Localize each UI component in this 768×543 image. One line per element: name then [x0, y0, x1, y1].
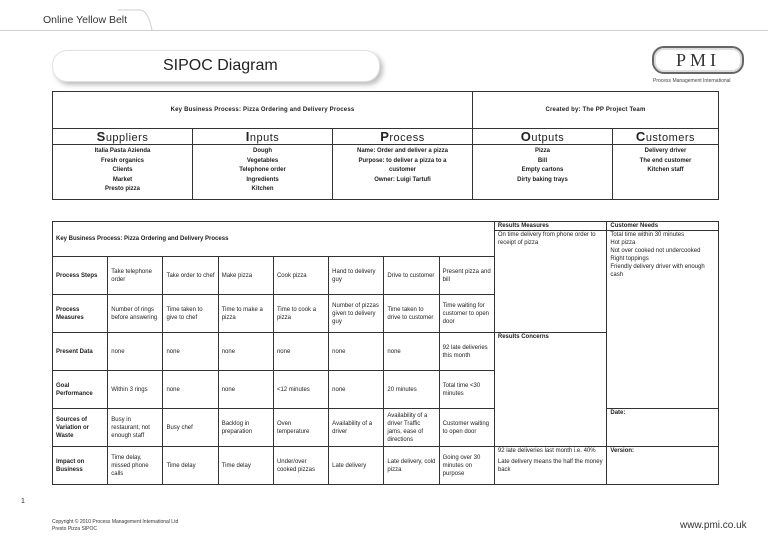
page-number: 1 — [21, 498, 25, 505]
measures-key-process: Key Business Process: Pizza Ordering and Delivery Process — [53, 222, 495, 257]
table-row: Goal Performance Within 3 rings none none <12 minutes none 20 minutes Total time <30 minutes — [53, 371, 719, 409]
table-row: Sources of Variation or Waste Busy in restaurant, not enough staff Busy chef Backlog in preparation Oven temperature Availability of a driver Availability of a driver Traffic jams, ease of directions Customer waiting to open door Date: — [53, 409, 719, 447]
results-measures-text: On time delivery from phone order to receipt of pizza — [494, 231, 607, 333]
process-list: Name: Order and deliver a pizza Purpose: to deliver a pizza to a customer Owner: Luigi Tartufi — [333, 145, 473, 200]
created-by-cell: Created by: The PP Project Team — [473, 92, 719, 129]
col-head-outputs: Outputs — [473, 129, 613, 145]
tab-bar — [0, 0, 768, 28]
col-head-suppliers: Suppliers — [53, 129, 193, 145]
suppliers-list: Italia Pasta Azienda Fresh organics Clients Market Presto pizza — [53, 145, 193, 200]
copyright-block — [52, 519, 178, 533]
col-head-process: Process — [333, 129, 473, 145]
table-row: Process Measures Number of rings before answering Time taken to give to chef Time to make a pizza Time to cook a pizza Number of pizzas given to delivery guy Time taken to drive to customer Time waiting for customer to open door — [53, 295, 719, 333]
results-measures-title: Results Measures — [494, 222, 607, 231]
logo-subtitle: Process Management International — [653, 78, 731, 84]
key-process-cell: Key Business Process: Pizza Ordering and Delivery Process — [53, 92, 473, 129]
table-row: Impact on Business Time delay, missed phone calls Time delay Time delay Under/over cooked pizzas Late delivery Late delivery, cold pizza Going over 30 minutes on purpose 92 late deliveries last month i.e. 40% Late delivery means the half the money back Version: — [53, 447, 719, 485]
table-row: Process Steps Take telephone order Take order to chef Make pizza Cook pizza Hand to delivery guy Drive to customer Present pizza and bill — [53, 257, 719, 295]
document-name: Presto Pizza SIPOC — [52, 526, 98, 532]
date-cell: Date: — [607, 409, 719, 447]
col-head-customers: Customers — [613, 129, 719, 145]
col-head-inputs: Inputs — [193, 129, 333, 145]
title-banner — [52, 50, 380, 82]
version-cell: Version: — [607, 447, 719, 485]
copyright-text: Copyright © 2010 Process Management International Ltd — [52, 519, 179, 525]
customers-list: Delivery driver The end customer Kitchen staff — [613, 145, 719, 200]
table-row: Present Data none none none none none none 92 late deliveries this month Results Concerns — [53, 333, 719, 371]
tab-label: Online Yellow Belt — [43, 14, 128, 26]
outputs-list: Pizza Bill Empty cartons Dirty baking trays — [473, 145, 613, 200]
tab-curve — [118, 8, 158, 32]
page-title: SIPOC Diagram — [163, 57, 278, 74]
website-link[interactable]: www.pmi.co.uk — [680, 520, 747, 531]
customer-needs-list: Total time within 30 minutes Hot pizza Not over cooked not undercooked Right toppings Friendly delivery driver with enough cash — [607, 231, 719, 409]
customer-needs-title: Customer Needs — [607, 222, 719, 231]
tab-divider — [0, 30, 768, 31]
results-concerns: Results Concerns — [494, 333, 607, 447]
pmi-logo — [652, 46, 744, 74]
sipoc-table — [52, 91, 719, 200]
process-measures-table — [52, 221, 719, 485]
logo-text: PMI — [675, 50, 720, 70]
concerns-text: 92 late deliveries last month i.e. 40% Late delivery means the half the money back — [494, 447, 607, 485]
inputs-list: Dough Vegetables Telephone order Ingredients Kitchen — [193, 145, 333, 200]
